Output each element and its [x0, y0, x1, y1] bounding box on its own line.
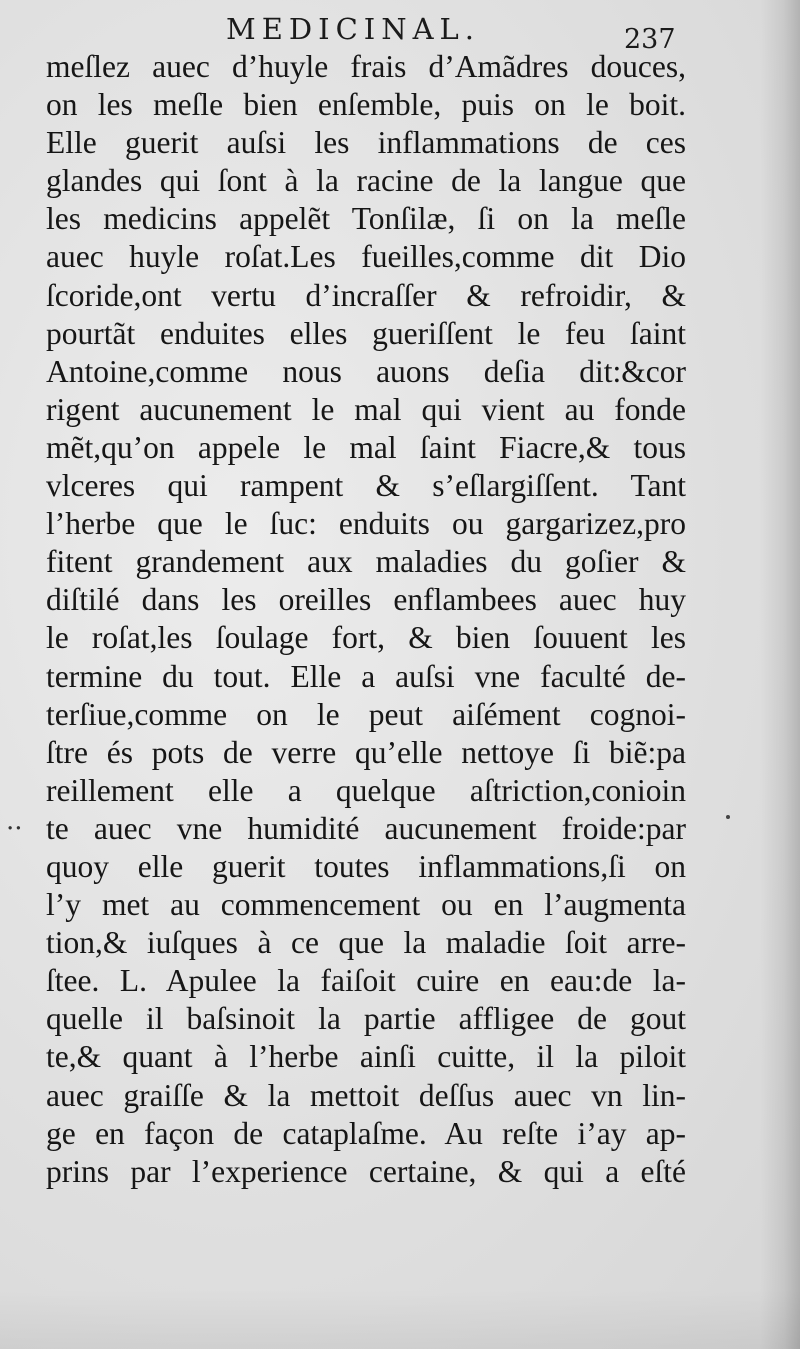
text-line: diſtilé dans les oreilles enflambees auec huy	[46, 582, 686, 618]
page-edge-shadow	[760, 0, 800, 1349]
text-line: on les meſle bien enſemble, puis on le boit.	[46, 87, 686, 123]
page-number: 237	[624, 24, 676, 55]
text-line: fitent grandement aux maladies du goſier &	[46, 544, 686, 580]
text-line: ge en façon de cataplaſme. Au reſte i’ay ap-	[46, 1115, 686, 1151]
text-line: auec graiſſe & la mettoit deſſus auec vn lin-	[46, 1077, 686, 1113]
body-text	[46, 48, 686, 1191]
page-bottom-shadow	[0, 1289, 800, 1349]
text-line: mẽt,qu’on appele le mal ſaint Fiacre,& tous	[46, 429, 686, 465]
running-head-title: MEDICINAL.	[226, 12, 481, 46]
text-line: les medicins appelẽt Tonſilæ, ſi on la meſle	[46, 201, 686, 237]
text-line: Antoine,comme nous auons deſia dit:&cor	[46, 353, 686, 389]
text-line: te auec vne humidité aucunement froide:par	[46, 810, 686, 846]
text-line: vlceres qui rampent & s’eſlargiſſent. Tant	[46, 468, 686, 504]
text-line: auec huyle roſat.Les fueilles,comme dit Dio	[46, 239, 686, 275]
running-head	[0, 12, 800, 55]
text-line: reillement elle a quelque aſtriction,conioin	[46, 772, 686, 808]
text-line: quoy elle guerit toutes inflammations,ſi on	[46, 848, 686, 884]
text-line: prins par l’experience certaine, & qui a eſté	[46, 1153, 686, 1189]
text-line: rigent aucunement le mal qui vient au fonde	[46, 391, 686, 427]
text-line: l’herbe que le ſuc: enduits ou gargarizez,pro	[46, 506, 686, 542]
text-line: tion,& iuſques à ce que la maladie ſoit arre-	[46, 925, 686, 961]
margin-speck	[726, 815, 730, 819]
text-line: terſiue,comme on le peut aiſément cognoi-	[46, 696, 686, 732]
text-line: te,& quant à l’herbe ainſi cuitte, il la piloit	[46, 1039, 686, 1075]
text-line: le roſat,les ſoulage fort, & bien ſouuent les	[46, 620, 686, 656]
margin-note: ..	[6, 806, 23, 836]
text-line: l’y met au commencement ou en l’augmenta	[46, 887, 686, 923]
text-line: pourtãt enduites elles gueriſſent le feu ſaint	[46, 315, 686, 351]
text-line: quelle il baſsinoit la partie affligee de gout	[46, 1001, 686, 1037]
text-line: Elle guerit auſsi les inflammations de ces	[46, 125, 686, 161]
text-line: glandes qui ſont à la racine de la langue que	[46, 163, 686, 199]
text-line: meſlez auec d’huyle frais d’Amãdres douces,	[46, 49, 686, 84]
text-line: ſcoride,ont vertu d’incraſſer & refroidir, &	[46, 277, 686, 313]
text-line: ſtee. L. Apulee la faiſoit cuire en eau:de la-	[46, 963, 686, 999]
text-line: ſtre és pots de verre qu’elle nettoye ſi biẽ:pa	[46, 734, 686, 770]
text-line: termine du tout. Elle a auſsi vne faculté de-	[46, 658, 686, 694]
